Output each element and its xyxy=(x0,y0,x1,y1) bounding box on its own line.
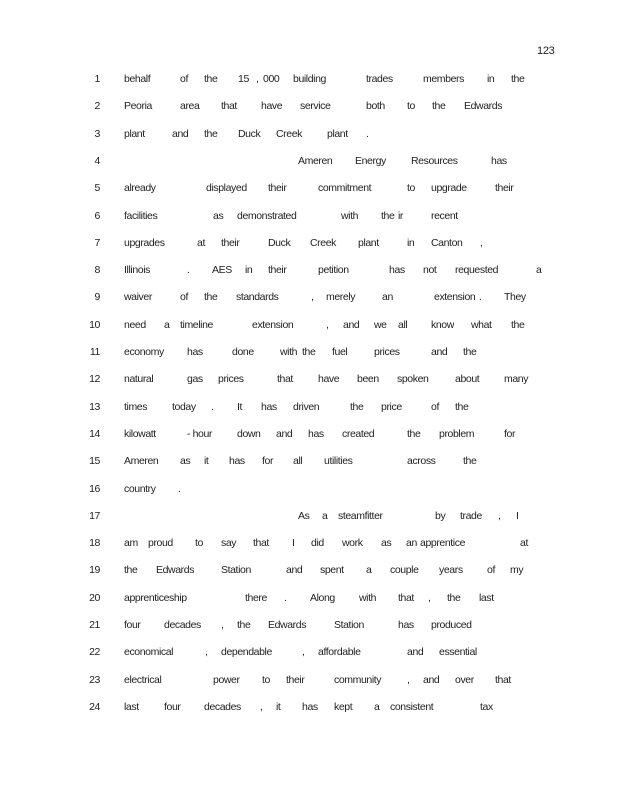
transcript-word: trade xyxy=(460,509,482,522)
transcript-word: Creek xyxy=(276,127,303,140)
transcript-word: members xyxy=(423,73,464,85)
transcript-word: waiver xyxy=(124,291,152,304)
transcript-word: , xyxy=(498,509,501,522)
transcript-word: times xyxy=(124,400,148,413)
transcript-line xyxy=(0,100,618,114)
transcript-word: last xyxy=(479,591,494,604)
transcript-word: 15 xyxy=(238,73,249,85)
transcript-word: dependable xyxy=(221,646,272,659)
transcript-word: the xyxy=(511,73,525,85)
transcript-word: Illinois xyxy=(124,264,150,277)
transcript-word: produced xyxy=(431,619,472,631)
transcript-word: the xyxy=(511,318,525,331)
transcript-word: the xyxy=(463,455,477,468)
transcript-word: the xyxy=(302,346,316,358)
transcript-word: driven xyxy=(293,400,320,413)
transcript-word: a xyxy=(536,264,542,277)
transcript-line xyxy=(0,592,618,606)
transcript-word: merely xyxy=(326,291,356,304)
transcript-word: their xyxy=(268,182,287,195)
transcript-word: at xyxy=(197,236,205,249)
line-number: 18 xyxy=(89,537,100,550)
transcript-word: been xyxy=(357,373,379,386)
transcript-word: - hour xyxy=(187,427,213,440)
line-number: 21 xyxy=(89,619,100,631)
transcript-word: It xyxy=(237,400,243,413)
transcript-word: their xyxy=(286,673,305,686)
transcript-word: of xyxy=(180,73,188,85)
transcript-word: Resources xyxy=(411,154,458,167)
transcript-word: of xyxy=(180,291,188,304)
transcript-word: price xyxy=(381,400,402,413)
transcript-word: has xyxy=(308,427,324,440)
transcript-word: the xyxy=(124,564,138,577)
line-number: 5 xyxy=(94,182,100,195)
transcript-word: economy xyxy=(124,346,164,358)
transcript-word: of xyxy=(431,400,439,413)
transcript-word: They xyxy=(504,291,526,304)
line-number: 16 xyxy=(89,482,100,495)
transcript-word: a xyxy=(374,700,380,713)
transcript-word: ir xyxy=(398,209,404,222)
transcript-line xyxy=(0,428,618,442)
transcript-word: Peoria xyxy=(124,100,152,113)
transcript-word: Station xyxy=(334,619,364,631)
transcript-word: all xyxy=(398,318,408,331)
transcript-word: petition xyxy=(318,264,349,277)
transcript-word: that xyxy=(398,591,414,604)
transcript-word: spoken xyxy=(397,373,429,386)
transcript-word: the xyxy=(350,400,364,413)
transcript-word: and xyxy=(407,646,424,659)
transcript-word: couple xyxy=(390,564,419,577)
transcript-word: created xyxy=(342,427,375,440)
transcript-word: gas xyxy=(187,373,203,386)
transcript-word: in xyxy=(487,73,495,85)
transcript-word: has xyxy=(398,619,414,631)
transcript-word: already xyxy=(124,182,156,195)
transcript-line xyxy=(0,455,618,469)
transcript-line xyxy=(0,510,618,524)
transcript-word: . xyxy=(178,482,181,495)
transcript-line xyxy=(0,701,618,715)
transcript-line xyxy=(0,237,618,251)
transcript-word: and xyxy=(286,564,303,577)
line-number: 20 xyxy=(89,591,100,604)
transcript-word: , xyxy=(221,619,224,631)
transcript-word: essential xyxy=(439,646,477,659)
transcript-word: Creek xyxy=(310,236,337,249)
transcript-word: in xyxy=(407,236,415,249)
line-number: 12 xyxy=(89,373,100,386)
transcript-word: an xyxy=(406,537,417,550)
transcript-word: the xyxy=(237,619,251,631)
transcript-line xyxy=(0,401,618,415)
page-number: 123 xyxy=(537,45,555,57)
transcript-word: Edwards xyxy=(268,619,307,631)
transcript-word: work xyxy=(342,537,363,550)
transcript-word: apprenticeship xyxy=(124,591,187,604)
transcript-word: at xyxy=(520,537,528,550)
transcript-word: did xyxy=(311,537,324,550)
transcript-word: area xyxy=(180,100,200,113)
transcript-word: extension xyxy=(434,291,476,304)
transcript-line xyxy=(0,155,618,169)
transcript-word: commitment xyxy=(318,182,372,195)
transcript-line xyxy=(0,264,618,278)
line-number: 14 xyxy=(89,427,100,440)
line-number: 19 xyxy=(89,564,100,577)
transcript-word: the xyxy=(463,346,477,358)
transcript-word: the xyxy=(407,427,421,440)
transcript-word: a xyxy=(366,564,372,577)
transcript-word: Edwards xyxy=(464,100,503,113)
transcript-word: fuel xyxy=(332,346,348,358)
transcript-line xyxy=(0,319,618,333)
transcript-word: . xyxy=(366,127,369,140)
transcript-word: Canton xyxy=(431,236,463,249)
transcript-word: four xyxy=(124,619,141,631)
transcript-word: for xyxy=(504,427,516,440)
transcript-word: many xyxy=(504,373,529,386)
transcript-word: we xyxy=(374,318,387,331)
transcript-line xyxy=(0,346,618,360)
transcript-line xyxy=(0,128,618,142)
transcript-word: , xyxy=(428,591,431,604)
line-number: 17 xyxy=(89,509,100,522)
transcript-word: down xyxy=(237,427,261,440)
transcript-word: over xyxy=(455,673,474,686)
transcript-word: , xyxy=(302,646,305,659)
transcript-word: Duck xyxy=(238,127,261,140)
transcript-word: it xyxy=(276,700,281,713)
transcript-word: standards xyxy=(236,291,279,304)
transcript-word: power xyxy=(213,673,240,686)
transcript-word: all xyxy=(293,455,303,468)
transcript-line xyxy=(0,674,618,688)
transcript-word: an xyxy=(382,291,393,304)
transcript-word: with xyxy=(341,209,359,222)
transcript-word: am xyxy=(124,537,138,550)
transcript-word: natural xyxy=(124,373,154,386)
transcript-word: decades xyxy=(164,619,201,631)
line-number: 23 xyxy=(89,673,100,686)
transcript-word: it xyxy=(204,455,209,468)
transcript-word: with xyxy=(359,591,377,604)
transcript-word: , xyxy=(205,646,208,659)
transcript-word: has xyxy=(187,346,203,358)
transcript-word: has xyxy=(389,264,405,277)
line-number: 1 xyxy=(94,73,100,85)
transcript-word: economical xyxy=(124,646,174,659)
transcript-word: behalf xyxy=(124,73,151,85)
transcript-word: with xyxy=(280,346,298,358)
transcript-word: across xyxy=(407,455,436,468)
transcript-word: a xyxy=(322,509,328,522)
transcript-word: . xyxy=(479,291,482,304)
transcript-word: consistent xyxy=(390,700,434,713)
transcript-line xyxy=(0,373,618,387)
transcript-word: as xyxy=(180,455,191,468)
transcript-word: service xyxy=(300,100,331,113)
transcript-word: plant xyxy=(327,127,348,140)
transcript-word: of xyxy=(487,564,495,577)
line-number: 15 xyxy=(89,455,100,468)
transcript-word: apprentice xyxy=(420,537,466,550)
transcript-word: to xyxy=(407,100,415,113)
transcript-word: , xyxy=(256,73,259,85)
transcript-word: what xyxy=(471,318,492,331)
transcript-word: last xyxy=(124,700,139,713)
transcript-word: have xyxy=(261,100,283,113)
transcript-word: the xyxy=(204,73,218,85)
transcript-word: in xyxy=(245,264,253,277)
transcript-word: displayed xyxy=(206,182,247,195)
transcript-word: the xyxy=(432,100,446,113)
transcript-word: Energy xyxy=(355,154,386,167)
line-number: 8 xyxy=(94,264,100,277)
transcript-word: 000 xyxy=(263,73,280,85)
transcript-word: Ameren xyxy=(124,455,159,468)
transcript-word: plant xyxy=(124,127,145,140)
transcript-word: that xyxy=(221,100,237,113)
transcript-word: upgrades xyxy=(124,236,165,249)
transcript-word: and xyxy=(431,346,448,358)
transcript-line xyxy=(0,564,618,578)
transcript-word: requested xyxy=(455,264,499,277)
line-number: 9 xyxy=(94,291,100,304)
line-number: 4 xyxy=(94,154,100,167)
transcript-word: today xyxy=(172,400,196,413)
transcript-word: know xyxy=(431,318,454,331)
line-number: 6 xyxy=(94,209,100,222)
transcript-word: their xyxy=(221,236,240,249)
transcript-word: the xyxy=(455,400,469,413)
transcript-word: Duck xyxy=(268,236,291,249)
transcript-word: and xyxy=(343,318,360,331)
transcript-line xyxy=(0,182,618,196)
transcript-word: , xyxy=(326,318,329,331)
transcript-word: , xyxy=(260,700,263,713)
transcript-word: AES xyxy=(212,264,232,277)
transcript-word: plant xyxy=(358,236,379,249)
transcript-word: , xyxy=(407,673,410,686)
transcript-word: and xyxy=(423,673,440,686)
transcript-word: four xyxy=(164,700,181,713)
transcript-word: affordable xyxy=(318,646,361,659)
transcript-word: the xyxy=(204,291,218,304)
transcript-line xyxy=(0,537,618,551)
transcript-word: done xyxy=(232,346,254,358)
transcript-word: years xyxy=(439,564,463,577)
transcript-word: utilities xyxy=(324,455,353,468)
transcript-word: . xyxy=(211,400,214,413)
transcript-word: upgrade xyxy=(431,182,467,195)
transcript-word: to xyxy=(262,673,270,686)
transcript-word: steamfitter xyxy=(338,509,383,522)
transcript-word: building xyxy=(293,73,326,85)
transcript-word: I xyxy=(516,509,519,522)
transcript-word: to xyxy=(195,537,203,550)
line-number: 11 xyxy=(89,346,100,358)
transcript-word: , xyxy=(311,291,314,304)
transcript-word: say xyxy=(221,537,237,550)
transcript-word: the xyxy=(204,127,218,140)
transcript-word: tax xyxy=(480,700,493,713)
transcript-word: the xyxy=(381,209,395,222)
line-number: 10 xyxy=(89,318,100,331)
transcript-word: have xyxy=(318,373,340,386)
transcript-word: to xyxy=(407,182,415,195)
transcript-word: by xyxy=(435,509,446,522)
transcript-word: their xyxy=(268,264,287,277)
transcript-word: problem xyxy=(439,427,475,440)
transcript-word: timeline xyxy=(180,318,213,331)
transcript-word: kilowatt xyxy=(124,427,156,440)
line-number: 13 xyxy=(89,400,100,413)
transcript-word: electrical xyxy=(124,673,162,686)
transcript-word: demonstrated xyxy=(237,209,297,222)
transcript-word: has xyxy=(261,400,277,413)
transcript-word: As xyxy=(298,509,310,522)
transcript-word: there xyxy=(245,591,267,604)
transcript-line xyxy=(0,73,618,87)
transcript-word: Along xyxy=(310,591,335,604)
transcript-word: trades xyxy=(366,73,393,85)
transcript-word: that xyxy=(277,373,293,386)
transcript-word: about xyxy=(455,373,480,386)
transcript-word: spent xyxy=(320,564,344,577)
transcript-line xyxy=(0,210,618,224)
transcript-word: Edwards xyxy=(156,564,195,577)
transcript-line xyxy=(0,291,618,305)
transcript-word: proud xyxy=(148,537,173,550)
line-number: 3 xyxy=(94,127,100,140)
transcript-word: as xyxy=(213,209,224,222)
transcript-word: facilities xyxy=(124,209,158,222)
transcript-word: recent xyxy=(431,209,458,222)
transcript-word: has xyxy=(229,455,245,468)
transcript-line xyxy=(0,483,618,497)
transcript-word: the xyxy=(447,591,461,604)
transcript-word: extension xyxy=(252,318,294,331)
transcript-word: their xyxy=(495,182,514,195)
transcript-word: country xyxy=(124,482,156,495)
transcript-word: community xyxy=(334,673,382,686)
transcript-word: for xyxy=(262,455,274,468)
line-number: 7 xyxy=(94,236,100,249)
transcript-word: a xyxy=(164,318,170,331)
transcript-word: and xyxy=(276,427,293,440)
transcript-word: . xyxy=(187,264,190,277)
transcript-word: prices xyxy=(218,373,244,386)
transcript-word: not xyxy=(423,264,437,277)
transcript-word: Ameren xyxy=(298,154,333,167)
transcript-word: . xyxy=(284,591,287,604)
transcript-word: Station xyxy=(221,564,251,577)
transcript-word: and xyxy=(172,127,189,140)
line-number: 2 xyxy=(94,100,100,113)
transcript-line xyxy=(0,619,618,633)
transcript-line xyxy=(0,646,618,660)
transcript-word: decades xyxy=(204,700,241,713)
transcript-word: kept xyxy=(334,700,353,713)
transcript-word: I xyxy=(292,537,295,550)
transcript-word: need xyxy=(124,318,146,331)
transcript-word: that xyxy=(495,673,511,686)
transcript-word: prices xyxy=(374,346,400,358)
transcript-word: has xyxy=(491,154,507,167)
transcript-word: both xyxy=(366,100,385,113)
transcript-word: has xyxy=(302,700,318,713)
transcript-word: as xyxy=(381,537,392,550)
transcript-word: my xyxy=(510,564,524,577)
transcript-word: , xyxy=(480,236,483,249)
line-number: 24 xyxy=(89,700,100,713)
line-number: 22 xyxy=(89,646,100,659)
transcript-word: that xyxy=(253,537,269,550)
